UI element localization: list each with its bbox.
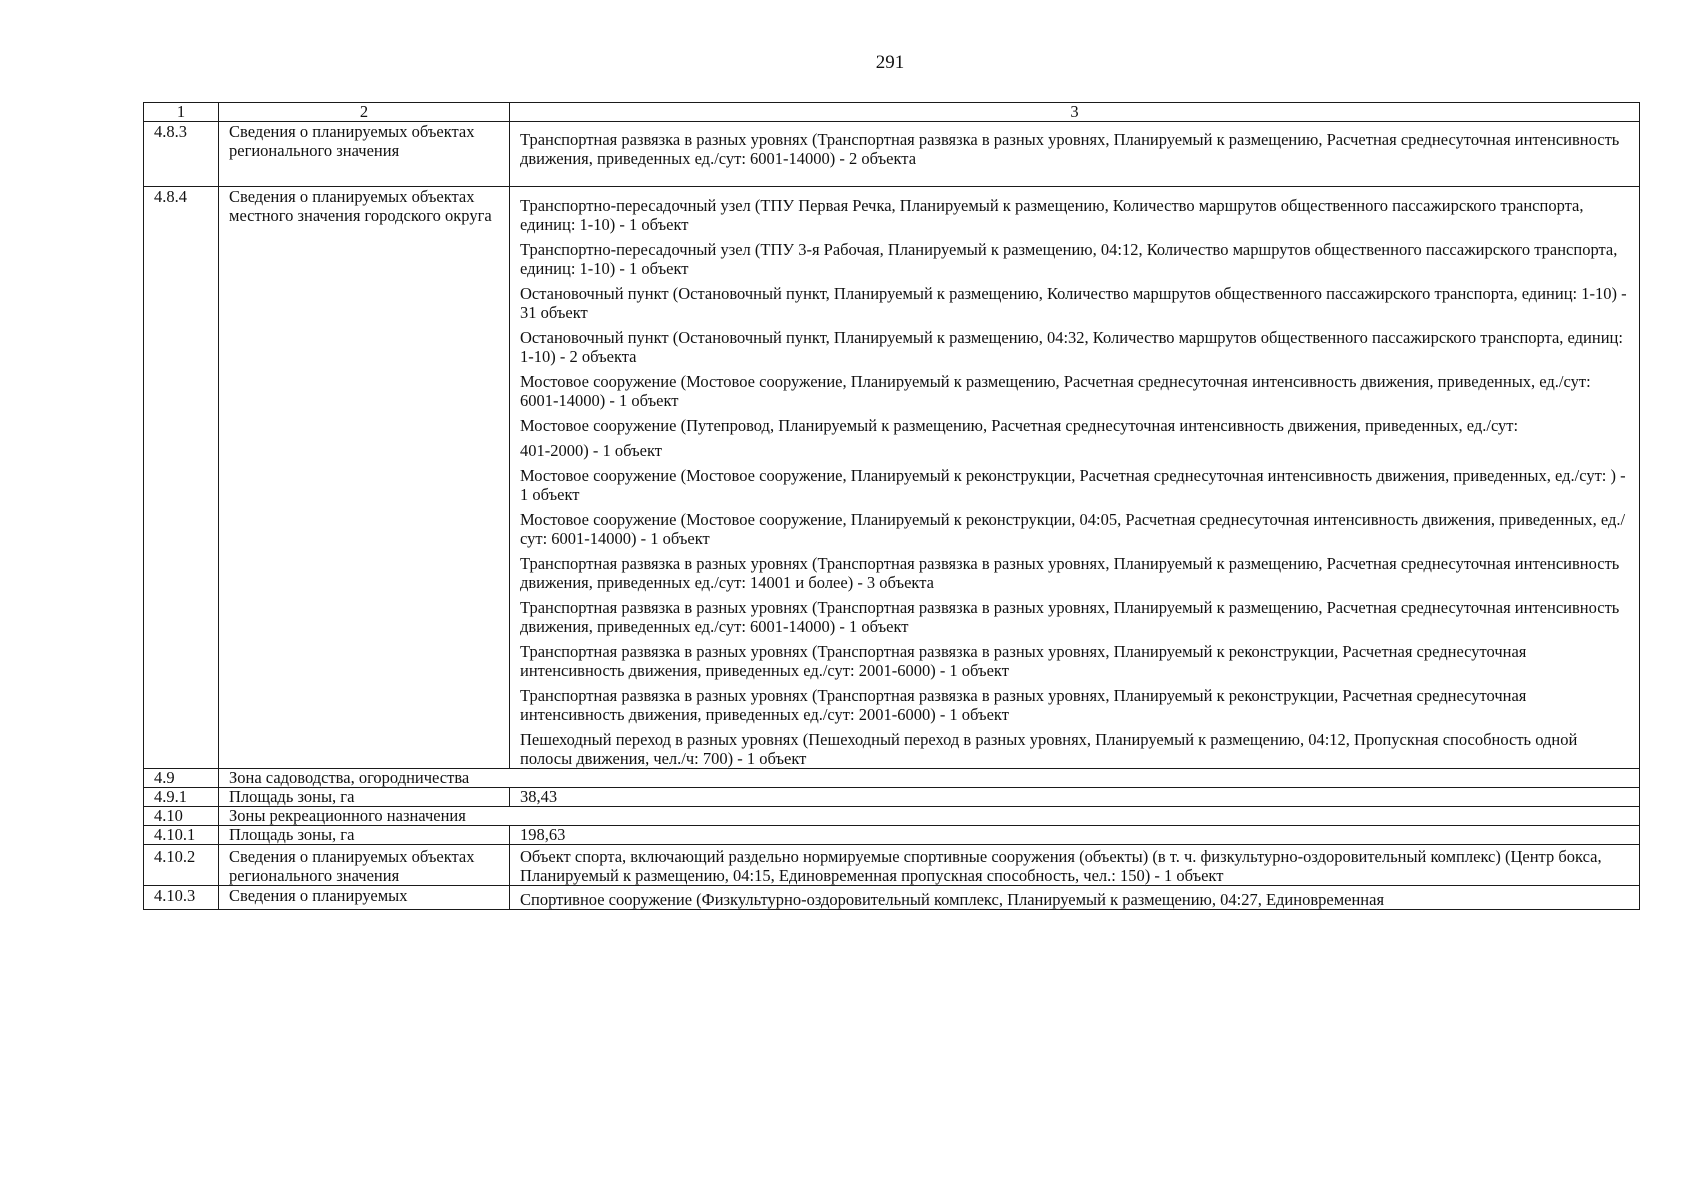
row-content (510, 845, 1640, 886)
row-name: Сведения о планируемых (219, 886, 510, 910)
header-col-2: 2 (219, 103, 510, 122)
list-item: Остановочный пункт (Остановочный пункт, Планируемый к размещению, Количество маршрутов общественного пассажирского транспорта, единиц: 1-10) - 31 объект (520, 284, 1627, 322)
page-number: 291 (875, 52, 905, 73)
table-row (144, 769, 1640, 788)
header-col-3: 3 (510, 103, 1640, 122)
list-item: Транспортная развязка в разных уровнях (Транспортная развязка в разных уровнях, Планируемый к реконструкции, Расчетная среднесуточная интенсивность движения, приведенных ед./сут: 2001-6000) - 1 объект (520, 686, 1527, 724)
row-number: 4.10.2 (144, 845, 219, 886)
table-row (144, 807, 1640, 826)
table-row (144, 845, 1640, 886)
header-col-1: 1 (144, 103, 219, 122)
row-number: 4.10.3 (144, 886, 219, 910)
row-name: Сведения о планируемых объектах местного значения городского округа (219, 187, 510, 769)
table-row (144, 788, 1640, 807)
row-number: 4.9 (144, 769, 219, 788)
list-item: Объект спорта, включающий раздельно нормируемые спортивные сооружения (объекты) (в т. ч. физкультурно-оздоровительный комплекс) (Центр бокса, Планируемый к размещению, 04:15, Единовременная пропускная способность, чел.: 150) - 1 объект (520, 847, 1602, 885)
list-item: Транспортная развязка в разных уровнях (Транспортная развязка в разных уровнях, Планируемый к реконструкции, Расчетная среднесуточная интенсивность движения, приведенных ед./сут: 2001-6000) - 1 объект (520, 642, 1527, 680)
row-value: 198,63 (510, 826, 1640, 845)
row-name: Площадь зоны, га (219, 826, 510, 845)
row-name: Зона садоводства, огородничества (219, 769, 1640, 788)
data-table (143, 102, 1640, 910)
list-item: Транспортная развязка в разных уровнях (Транспортная развязка в разных уровнях, Планируемый к размещению, Расчетная среднесуточная интенсивность движения, приведенных ед./сут: 6001-14000) - 1 объект (520, 598, 1620, 636)
list-item: Остановочный пункт (Остановочный пункт, Планируемый к размещению, 04:32, Количество маршрутов общественного пассажирского транспорта, единиц: 1-10) - 2 объекта (520, 328, 1623, 366)
row-content (510, 886, 1640, 910)
list-item: Пешеходный переход в разных уровнях (Пешеходный переход в разных уровнях, Планируемый к размещению, 04:12, Пропускная способность одной полосы движения, чел./ч: 700) - 1 объект (520, 730, 1578, 768)
row-name: Сведения о планируемых объектах регионального значения (219, 845, 510, 886)
row-number: 4.9.1 (144, 788, 219, 807)
row-number: 4.10 (144, 807, 219, 826)
table-header-row (144, 103, 1640, 122)
row-content (510, 187, 1640, 769)
list-item: Мостовое сооружение (Мостовое сооружение, Планируемый к реконструкции, Расчетная среднесуточная интенсивность движения, приведенных, ед./сут: ) - 1 объект (520, 466, 1626, 504)
list-item: Транспортная развязка в разных уровнях (Транспортная развязка в разных уровнях, Планируемый к размещению, Расчетная среднесуточная интенсивность движения, приведенных ед./сут: 6001-14000) - 2 объекта (520, 130, 1620, 168)
list-item: Мостовое сооружение (Мостовое сооружение, Планируемый к реконструкции, 04:05, Расчетная среднесуточная интенсивность движения, приведенных, ед./сут: 6001-14000) - 1 объект (520, 510, 1626, 548)
table-row (144, 122, 1640, 187)
list-item: Транспортно-пересадочный узел (ТПУ Первая Речка, Планируемый к размещению, Количество маршрутов общественного пассажирского транспорта, единиц: 1-10) - 1 объект (520, 196, 1584, 234)
list-item: Транспортная развязка в разных уровнях (Транспортная развязка в разных уровнях, Планируемый к размещению, Расчетная среднесуточная интенсивность движения, приведенных ед./сут: 14001 и более) - 3 объекта (520, 554, 1620, 592)
row-name: Сведения о планируемых объектах регионального значения (219, 122, 510, 187)
row-content (510, 122, 1640, 187)
row-name: Площадь зоны, га (219, 788, 510, 807)
table-row (144, 826, 1640, 845)
table-row (144, 886, 1640, 910)
row-name: Зоны рекреационного назначения (219, 807, 1640, 826)
row-number: 4.8.3 (144, 122, 219, 187)
table-row (144, 187, 1640, 769)
list-item: Мостовое сооружение (Путепровод, Планируемый к размещению, Расчетная среднесуточная интенсивность движения, приведенных, ед./сут: (520, 416, 1519, 435)
list-item: Транспортно-пересадочный узел (ТПУ 3-я Рабочая, Планируемый к размещению, 04:12, Количество маршрутов общественного пассажирского транспорта, единиц: 1-10) - 1 объект (520, 240, 1618, 278)
list-item: Спортивное сооружение (Физкультурно-оздоровительный комплекс, Планируемый к размещению, 04:27, Единовременная (520, 890, 1385, 909)
row-number: 4.10.1 (144, 826, 219, 845)
list-item: 401-2000) - 1 объект (520, 441, 662, 460)
row-number: 4.8.4 (144, 187, 219, 769)
list-item: Мостовое сооружение (Мостовое сооружение, Планируемый к размещению, Расчетная среднесуточная интенсивность движения, приведенных, ед./сут: 6001-14000) - 1 объект (520, 372, 1591, 410)
row-value: 38,43 (510, 788, 1640, 807)
